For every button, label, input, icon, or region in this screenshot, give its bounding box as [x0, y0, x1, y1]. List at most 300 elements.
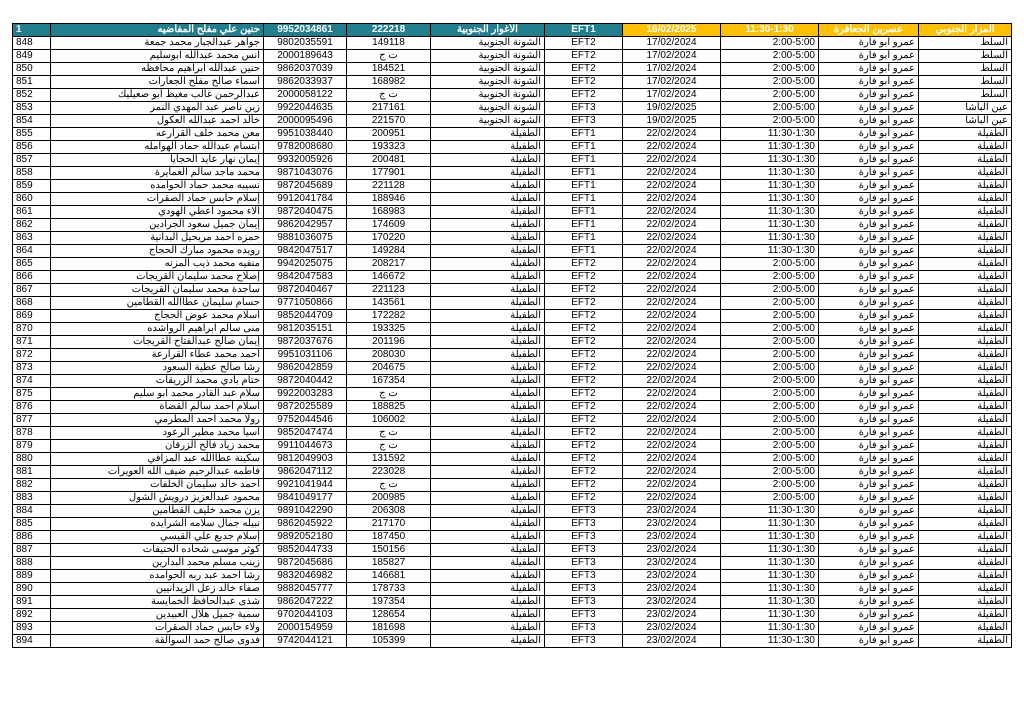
cell-directorate: الطفيلة — [431, 596, 545, 609]
cell-code: 200951 — [347, 128, 431, 141]
cell-national-id: 9872040467 — [264, 284, 347, 297]
cell-code: 146681 — [347, 570, 431, 583]
cell-code: 174609 — [347, 219, 431, 232]
cell-group: EFT3 — [545, 570, 623, 583]
cell-trainer: عمرو أبو فارة — [819, 622, 919, 635]
cell-national-id: 9862037039 — [264, 63, 347, 76]
cell-code: 221128 — [347, 180, 431, 193]
cell-time: 11:30-1:30 — [721, 206, 819, 219]
table-row — [13, 375, 1012, 388]
cell-national-id: 9702044103 — [264, 609, 347, 622]
cell-name: ساجدة محمد سليمان القريجات — [51, 284, 264, 297]
cell-code: 143561 — [347, 297, 431, 310]
cell-time: 11:30-1:30 — [721, 609, 819, 622]
cell-number: 883 — [13, 492, 51, 505]
cell-group: EFT2 — [545, 284, 623, 297]
cell-group: EFT1 — [545, 180, 623, 193]
cell-directorate: الطفيلة — [431, 128, 545, 141]
cell-national-id: 9841049177 — [264, 492, 347, 505]
cell-name: كوثر موسى شحاده الحنيفات — [51, 544, 264, 557]
cell-time: 2:00-5:00 — [721, 336, 819, 349]
cell-group: EFT2 — [545, 414, 623, 427]
cell-directorate: الطفيلة — [431, 258, 545, 271]
cell-trainer: عمرو أبو فارة — [819, 284, 919, 297]
cell-date: 23/02/2024 — [623, 622, 721, 635]
cell-number: 891 — [13, 596, 51, 609]
cell-date: 19/02/2025 — [623, 115, 721, 128]
cell-national-id: 9782008680 — [264, 141, 347, 154]
table-row — [13, 336, 1012, 349]
cell-directorate: الطفيلة — [431, 440, 545, 453]
cell-trainer: عمرو أبو فارة — [819, 37, 919, 50]
cell-trainer: عمرو أبو فارة — [819, 492, 919, 505]
cell-time: 2:00-5:00 — [721, 323, 819, 336]
cell-trainer: عمرو أبو فارة — [819, 128, 919, 141]
cell-time: 2:00-5:00 — [721, 297, 819, 310]
cell-time: 11:30-1:30 — [721, 531, 819, 544]
cell-date: 17/02/2024 — [623, 63, 721, 76]
table-row — [13, 544, 1012, 557]
cell-trainer: عمرو أبو فارة — [819, 310, 919, 323]
cell-time: 11:30-1:30 — [721, 167, 819, 180]
cell-date: 22/02/2024 — [623, 154, 721, 167]
cell-directorate: الطفيلة — [431, 297, 545, 310]
table-row — [13, 37, 1012, 50]
cell-group: EFT1 — [545, 232, 623, 245]
cell-national-id: 2000058122 — [264, 89, 347, 102]
cell-code: 188825 — [347, 401, 431, 414]
cell-date: 22/02/2024 — [623, 284, 721, 297]
cell-trainer: عمرو أبو فارة — [819, 297, 919, 310]
cell-time: 2:00-5:00 — [721, 453, 819, 466]
cell-trainer: عمرو أبو فارة — [819, 89, 919, 102]
cell-national-id: 9771050866 — [264, 297, 347, 310]
cell-trainer: عمرو أبو فارة — [819, 219, 919, 232]
cell-time: 2:00-5:00 — [721, 89, 819, 102]
cell-code: 146672 — [347, 271, 431, 284]
cell-code: 106002 — [347, 414, 431, 427]
cell-national-id: 9881036075 — [264, 232, 347, 245]
cell-time: 2:00-5:00 — [721, 466, 819, 479]
cell-group: EFT1 — [545, 141, 623, 154]
cell-group: EFT1 — [545, 219, 623, 232]
cell-group: EFT2 — [545, 89, 623, 102]
cell-date: 23/02/2024 — [623, 505, 721, 518]
cell-group: EFT3 — [545, 609, 623, 622]
cell-directorate: الطفيلة — [431, 622, 545, 635]
cell-group: EFT1 — [545, 167, 623, 180]
cell-trainer: عمرو أبو فارة — [819, 505, 919, 518]
cell-directorate: الطفيلة — [431, 635, 545, 648]
cell-code: 168983 — [347, 206, 431, 219]
header-cell-number: 1 — [13, 24, 51, 37]
cell-region: الطفيلة — [919, 544, 1012, 557]
cell-trainer: عمرو أبو فارة — [819, 193, 919, 206]
cell-code: 184521 — [347, 63, 431, 76]
cell-region: الطفيلة — [919, 492, 1012, 505]
cell-time: 2:00-5:00 — [721, 37, 819, 50]
cell-code: 204675 — [347, 362, 431, 375]
cell-directorate: الطفيلة — [431, 414, 545, 427]
cell-name: سمية جميل هلال العبيدين — [51, 609, 264, 622]
cell-trainer: عمرو أبو فارة — [819, 466, 919, 479]
cell-number: 888 — [13, 557, 51, 570]
cell-region: الطفيلة — [919, 193, 1012, 206]
cell-directorate: الشونة الجنوبية — [431, 89, 545, 102]
table-row — [13, 245, 1012, 258]
cell-time: 11:30-1:30 — [721, 128, 819, 141]
cell-directorate: الطفيلة — [431, 531, 545, 544]
cell-directorate: الطفيلة — [431, 518, 545, 531]
cell-date: 23/02/2024 — [623, 518, 721, 531]
cell-group: EFT3 — [545, 115, 623, 128]
cell-region: الطفيلة — [919, 401, 1012, 414]
cell-directorate: الطفيلة — [431, 206, 545, 219]
cell-time: 2:00-5:00 — [721, 401, 819, 414]
cell-date: 22/02/2024 — [623, 492, 721, 505]
cell-time: 11:30-1:30 — [721, 544, 819, 557]
cell-name: يزن محمد خليف القطامين — [51, 505, 264, 518]
cell-directorate: الطفيلة — [431, 141, 545, 154]
cell-region: عين الباشا — [919, 115, 1012, 128]
cell-name: اسلام أحمد سالم القضاة — [51, 401, 264, 414]
cell-code: 217170 — [347, 518, 431, 531]
cell-directorate: الطفيلة — [431, 427, 545, 440]
cell-directorate: الطفيلة — [431, 180, 545, 193]
cell-region: الطفيلة — [919, 557, 1012, 570]
cell-group: EFT3 — [545, 622, 623, 635]
cell-group: EFT1 — [545, 128, 623, 141]
cell-region: عين الباشا — [919, 102, 1012, 115]
cell-date: 22/02/2024 — [623, 440, 721, 453]
table-row — [13, 167, 1012, 180]
cell-time: 11:30-1:30 — [721, 180, 819, 193]
cell-code: 221570 — [347, 115, 431, 128]
cell-time: 2:00-5:00 — [721, 271, 819, 284]
cell-group: EFT2 — [545, 466, 623, 479]
cell-national-id: 9842047517 — [264, 245, 347, 258]
header-cell-code: 222218 — [347, 24, 431, 37]
cell-group: EFT2 — [545, 271, 623, 284]
cell-time: 2:00-5:00 — [721, 102, 819, 115]
cell-group: EFT2 — [545, 50, 623, 63]
table-row — [13, 583, 1012, 596]
table-body — [13, 37, 1012, 648]
cell-number: 871 — [13, 336, 51, 349]
cell-code: 149284 — [347, 245, 431, 258]
cell-group: EFT2 — [545, 375, 623, 388]
cell-time: 11:30-1:30 — [721, 635, 819, 648]
header-cell-group: EFT1 — [545, 24, 623, 37]
cell-directorate: الشونة الجنوبية — [431, 102, 545, 115]
cell-trainer: عمرو أبو فارة — [819, 102, 919, 115]
header-cell-date: 16/02/2025 — [623, 24, 721, 37]
cell-group: EFT2 — [545, 310, 623, 323]
cell-name: ابتسام عبدالله حماد الهوامله — [51, 141, 264, 154]
cell-name: رولا محمد احمد المطرمي — [51, 414, 264, 427]
cell-group: EFT2 — [545, 453, 623, 466]
cell-region: الطفيلة — [919, 609, 1012, 622]
cell-region: الطفيلة — [919, 154, 1012, 167]
cell-national-id: 9932005926 — [264, 154, 347, 167]
cell-trainer: عمرو أبو فارة — [819, 167, 919, 180]
header-cell-national-id: 9952034861 — [264, 24, 347, 37]
cell-name: احمد محمد عطاء القرارعة — [51, 349, 264, 362]
cell-date: 22/02/2024 — [623, 219, 721, 232]
cell-name: زينب مسلم محمد البدارين — [51, 557, 264, 570]
cell-number: 867 — [13, 284, 51, 297]
cell-date: 22/02/2024 — [623, 271, 721, 284]
cell-date: 23/02/2024 — [623, 583, 721, 596]
table-row — [13, 453, 1012, 466]
cell-name: احمد خالد سليمان الخلفات — [51, 479, 264, 492]
cell-national-id: 9862042957 — [264, 219, 347, 232]
table-row — [13, 63, 1012, 76]
cell-region: الطفيلة — [919, 167, 1012, 180]
cell-national-id: 9852044733 — [264, 544, 347, 557]
cell-code: 201196 — [347, 336, 431, 349]
cell-name: أسماء صالح مفلح الجعارات — [51, 76, 264, 89]
cell-code: ت ج — [347, 479, 431, 492]
cell-number: 894 — [13, 635, 51, 648]
cell-trainer: عمرو أبو فارة — [819, 583, 919, 596]
cell-code: 206308 — [347, 505, 431, 518]
cell-directorate: الطفيلة — [431, 609, 545, 622]
cell-code: 193325 — [347, 323, 431, 336]
cell-number: 886 — [13, 531, 51, 544]
table-row — [13, 76, 1012, 89]
table-row — [13, 180, 1012, 193]
cell-date: 22/02/2024 — [623, 466, 721, 479]
cell-date: 22/02/2024 — [623, 167, 721, 180]
cell-number: 876 — [13, 401, 51, 414]
header-cell-time: 11:30-1:30 — [721, 24, 819, 37]
cell-directorate: الشونة الجنوبية — [431, 37, 545, 50]
cell-name: خالد أحمد عبدالله العكول — [51, 115, 264, 128]
cell-time: 11:30-1:30 — [721, 232, 819, 245]
cell-name: نسيبه محمد حماد الحوامده — [51, 180, 264, 193]
table-row — [13, 401, 1012, 414]
cell-date: 22/02/2024 — [623, 310, 721, 323]
cell-trainer: عمرو أبو فارة — [819, 154, 919, 167]
cell-national-id: 9872025589 — [264, 401, 347, 414]
cell-code: 200985 — [347, 492, 431, 505]
cell-directorate: الشونة الجنوبية — [431, 50, 545, 63]
cell-time: 11:30-1:30 — [721, 245, 819, 258]
cell-name: عبدالرحمن غالب مغيظ أبو صعيليك — [51, 89, 264, 102]
cell-date: 23/02/2024 — [623, 609, 721, 622]
cell-group: EFT3 — [545, 635, 623, 648]
header-cell-trainer: عسرين الجعافرة — [819, 24, 919, 37]
cell-number: 882 — [13, 479, 51, 492]
cell-region: السلط — [919, 50, 1012, 63]
cell-date: 22/02/2024 — [623, 388, 721, 401]
cell-number: 877 — [13, 414, 51, 427]
cell-national-id: 9812035151 — [264, 323, 347, 336]
cell-region: الطفيلة — [919, 336, 1012, 349]
cell-code: 168982 — [347, 76, 431, 89]
cell-group: EFT3 — [545, 505, 623, 518]
cell-group: EFT2 — [545, 297, 623, 310]
cell-trainer: عمرو أبو فارة — [819, 206, 919, 219]
cell-region: الطفيلة — [919, 414, 1012, 427]
cell-national-id: 9862042859 — [264, 362, 347, 375]
cell-date: 22/02/2024 — [623, 323, 721, 336]
cell-time: 2:00-5:00 — [721, 76, 819, 89]
cell-number: 863 — [13, 232, 51, 245]
cell-directorate: الطفيلة — [431, 245, 545, 258]
cell-date: 23/02/2024 — [623, 544, 721, 557]
cell-region: الطفيلة — [919, 375, 1012, 388]
cell-trainer: عمرو أبو فارة — [819, 427, 919, 440]
cell-code: 208030 — [347, 349, 431, 362]
table-row — [13, 622, 1012, 635]
cell-name: رشا صالح عطية السعود — [51, 362, 264, 375]
cell-name: ختام بادي محمد الزريقات — [51, 375, 264, 388]
cell-number: 848 — [13, 37, 51, 50]
cell-name: فاطمه عبدالرحيم ضيف الله العويرات — [51, 466, 264, 479]
table-row — [13, 479, 1012, 492]
cell-time: 11:30-1:30 — [721, 570, 819, 583]
cell-directorate: الطفيلة — [431, 557, 545, 570]
table-row — [13, 141, 1012, 154]
cell-code: 178733 — [347, 583, 431, 596]
cell-date: 22/02/2024 — [623, 414, 721, 427]
table-row — [13, 362, 1012, 375]
table-row — [13, 89, 1012, 102]
cell-code: ت ج — [347, 427, 431, 440]
cell-number: 850 — [13, 63, 51, 76]
cell-national-id: 9942025075 — [264, 258, 347, 271]
cell-date: 22/02/2024 — [623, 297, 721, 310]
cell-trainer: عمرو أبو فارة — [819, 401, 919, 414]
cell-name: إسلام جديع علي القيسي — [51, 531, 264, 544]
cell-directorate: الطفيلة — [431, 167, 545, 180]
cell-code: 128654 — [347, 609, 431, 622]
cell-trainer: عمرو أبو فارة — [819, 609, 919, 622]
cell-national-id: 9911044673 — [264, 440, 347, 453]
cell-trainer: عمرو أبو فارة — [819, 544, 919, 557]
cell-national-id: 9872037676 — [264, 336, 347, 349]
cell-region: الطفيلة — [919, 635, 1012, 648]
cell-number: 893 — [13, 622, 51, 635]
cell-national-id: 9812049903 — [264, 453, 347, 466]
cell-national-id: 2000189643 — [264, 50, 347, 63]
cell-region: الطفيلة — [919, 570, 1012, 583]
cell-number: 855 — [13, 128, 51, 141]
table-row — [13, 310, 1012, 323]
cell-region: الطفيلة — [919, 505, 1012, 518]
cell-date: 22/02/2024 — [623, 193, 721, 206]
cell-number: 870 — [13, 323, 51, 336]
cell-region: الطفيلة — [919, 453, 1012, 466]
table-row — [13, 518, 1012, 531]
table-row — [13, 193, 1012, 206]
cell-region: الطفيلة — [919, 596, 1012, 609]
table-row — [13, 557, 1012, 570]
cell-directorate: الطفيلة — [431, 479, 545, 492]
cell-region: السلط — [919, 63, 1012, 76]
cell-national-id: 9742044121 — [264, 635, 347, 648]
cell-number: 874 — [13, 375, 51, 388]
cell-directorate: الشونة الجنوبية — [431, 115, 545, 128]
cell-national-id: 9862033937 — [264, 76, 347, 89]
cell-number: 865 — [13, 258, 51, 271]
cell-trainer: عمرو أبو فارة — [819, 323, 919, 336]
table-row — [13, 492, 1012, 505]
cell-national-id: 9862047222 — [264, 596, 347, 609]
cell-time: 2:00-5:00 — [721, 427, 819, 440]
table-row — [13, 115, 1012, 128]
cell-number: 862 — [13, 219, 51, 232]
cell-national-id: 9912041784 — [264, 193, 347, 206]
cell-trainer: عمرو أبو فارة — [819, 362, 919, 375]
table-row — [13, 388, 1012, 401]
cell-directorate: الطفيلة — [431, 492, 545, 505]
cell-date: 22/02/2024 — [623, 128, 721, 141]
cell-national-id: 9872040475 — [264, 206, 347, 219]
cell-time: 2:00-5:00 — [721, 440, 819, 453]
cell-national-id: 9862045922 — [264, 518, 347, 531]
cell-region: الطفيلة — [919, 349, 1012, 362]
cell-directorate: الطفيلة — [431, 453, 545, 466]
table-row — [13, 414, 1012, 427]
cell-trainer: عمرو أبو فارة — [819, 375, 919, 388]
cell-trainer: عمرو أبو فارة — [819, 258, 919, 271]
cell-region: الطفيلة — [919, 466, 1012, 479]
table-row — [13, 505, 1012, 518]
cell-code: 221123 — [347, 284, 431, 297]
cell-national-id: 9852047474 — [264, 427, 347, 440]
cell-name: الاء محمود اعطي الهودي — [51, 206, 264, 219]
cell-region: الطفيلة — [919, 388, 1012, 401]
cell-time: 11:30-1:30 — [721, 557, 819, 570]
cell-group: EFT1 — [545, 245, 623, 258]
cell-date: 22/02/2024 — [623, 180, 721, 193]
cell-date: 23/02/2024 — [623, 570, 721, 583]
table-row — [13, 323, 1012, 336]
cell-name: شذى عبدالحافظ الخمايسة — [51, 596, 264, 609]
cell-date: 22/02/2024 — [623, 245, 721, 258]
cell-code: 217161 — [347, 102, 431, 115]
participants-table — [12, 23, 1012, 648]
cell-region: الطفيلة — [919, 479, 1012, 492]
cell-code: 181698 — [347, 622, 431, 635]
spreadsheet — [12, 23, 1011, 648]
cell-region: الطفيلة — [919, 258, 1012, 271]
table-row — [13, 154, 1012, 167]
cell-number: 879 — [13, 440, 51, 453]
cell-name: إسلام حابس حماد الصقرات — [51, 193, 264, 206]
cell-number: 854 — [13, 115, 51, 128]
cell-trainer: عمرو أبو فارة — [819, 232, 919, 245]
header-cell-region: المزار الجنوبي — [919, 24, 1012, 37]
cell-directorate: الطفيلة — [431, 544, 545, 557]
cell-trainer: عمرو أبو فارة — [819, 336, 919, 349]
cell-national-id: 9862047112 — [264, 466, 347, 479]
cell-group: EFT1 — [545, 193, 623, 206]
cell-national-id: 9871043076 — [264, 167, 347, 180]
cell-number: 852 — [13, 89, 51, 102]
cell-number: 872 — [13, 349, 51, 362]
cell-name: حمزه أحمد مريحيل البدانية — [51, 232, 264, 245]
cell-trainer: عمرو أبو فارة — [819, 479, 919, 492]
cell-date: 17/02/2024 — [623, 37, 721, 50]
cell-name: سلام عبد القادر محمد أبو سليم — [51, 388, 264, 401]
cell-code: 177901 — [347, 167, 431, 180]
cell-trainer: عمرو أبو فارة — [819, 518, 919, 531]
cell-date: 19/02/2025 — [623, 102, 721, 115]
